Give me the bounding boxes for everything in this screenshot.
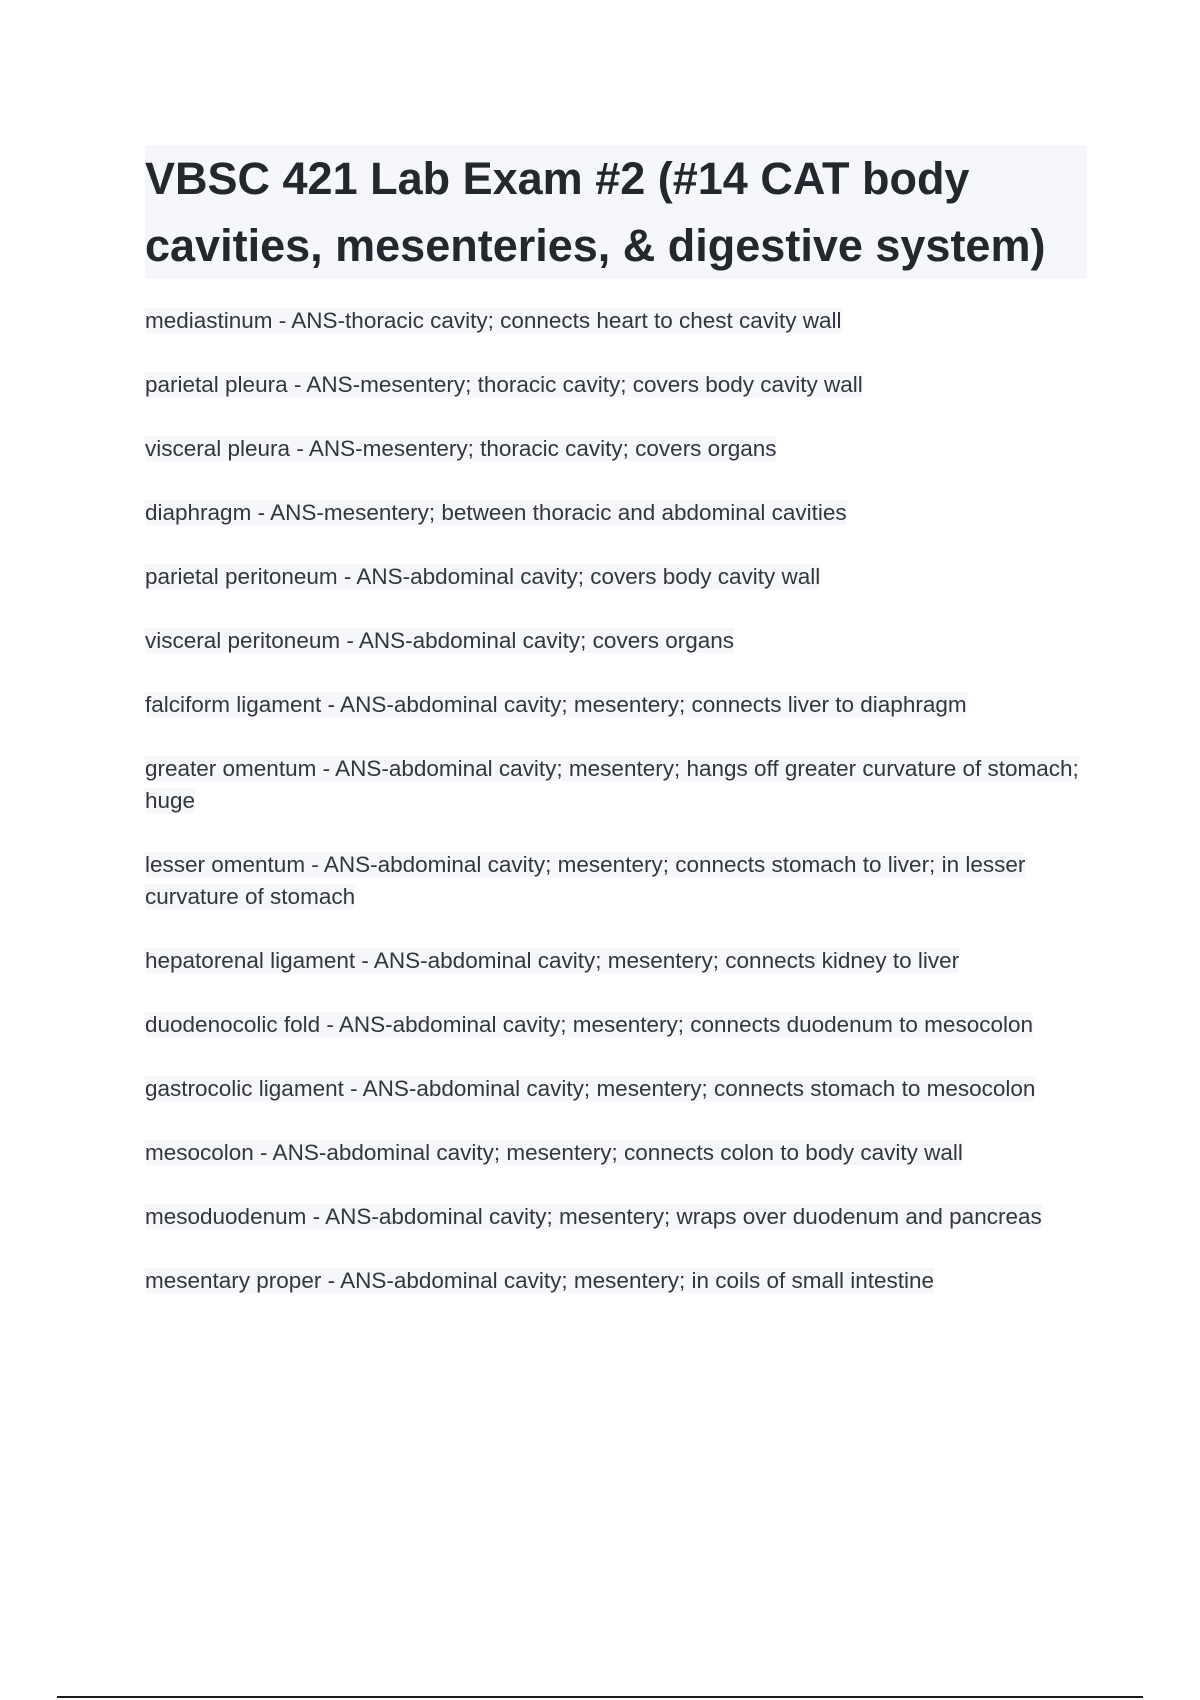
list-item <box>145 625 1085 657</box>
flashcard-list <box>145 305 1085 1329</box>
list-item <box>145 1009 1085 1041</box>
list-item <box>145 945 1085 977</box>
entry-text: visceral peritoneum - ANS-abdominal cavity; covers organs <box>145 628 734 653</box>
list-item <box>145 369 1085 401</box>
list-item <box>145 433 1085 465</box>
list-item <box>145 753 1085 817</box>
list-item <box>145 497 1085 529</box>
list-item <box>145 849 1085 913</box>
entry-text: greater omentum - ANS-abdominal cavity; mesentery; hangs off greater curvature of stomach; huge <box>145 756 1079 813</box>
entry-text: duodenocolic fold - ANS-abdominal cavity; mesentery; connects duodenum to mesocolon <box>145 1012 1033 1037</box>
title-block <box>145 145 1087 279</box>
list-item <box>145 689 1085 721</box>
entry-text: parietal peritoneum - ANS-abdominal cavity; covers body cavity wall <box>145 564 821 589</box>
page-title: VBSC 421 Lab Exam #2 (#14 CAT body cavities, mesenteries, & digestive system) <box>145 153 1046 271</box>
list-item <box>145 1201 1085 1233</box>
entry-text: gastrocolic ligament - ANS-abdominal cavity; mesentery; connects stomach to mesocolon <box>145 1076 1036 1101</box>
entry-text: hepatorenal ligament - ANS-abdominal cavity; mesentery; connects kidney to liver <box>145 948 960 973</box>
entry-text: falciform ligament - ANS-abdominal cavity; mesentery; connects liver to diaphragm <box>145 692 967 717</box>
entry-text: diaphragm - ANS-mesentery; between thoracic and abdominal cavities <box>145 500 847 525</box>
list-item <box>145 1265 1085 1297</box>
entry-text: mesocolon - ANS-abdominal cavity; mesentery; connects colon to body cavity wall <box>145 1140 963 1165</box>
entry-text: lesser omentum - ANS-abdominal cavity; mesentery; connects stomach to liver; in lesser curvature of stomach <box>145 852 1026 909</box>
entry-text: mesentary proper - ANS-abdominal cavity; mesentery; in coils of small intestine <box>145 1268 935 1293</box>
list-item <box>145 305 1085 337</box>
list-item <box>145 1137 1085 1169</box>
entry-text: mediastinum - ANS-thoracic cavity; connects heart to chest cavity wall <box>145 308 842 333</box>
entry-text: visceral pleura - ANS-mesentery; thoracic cavity; covers organs <box>145 436 777 461</box>
entry-text: mesoduodenum - ANS-abdominal cavity; mesentery; wraps over duodenum and pancreas <box>145 1204 1042 1229</box>
list-item <box>145 561 1085 593</box>
footer-divider <box>57 1696 1143 1698</box>
list-item <box>145 1073 1085 1105</box>
entry-text: parietal pleura - ANS-mesentery; thoracic cavity; covers body cavity wall <box>145 372 863 397</box>
